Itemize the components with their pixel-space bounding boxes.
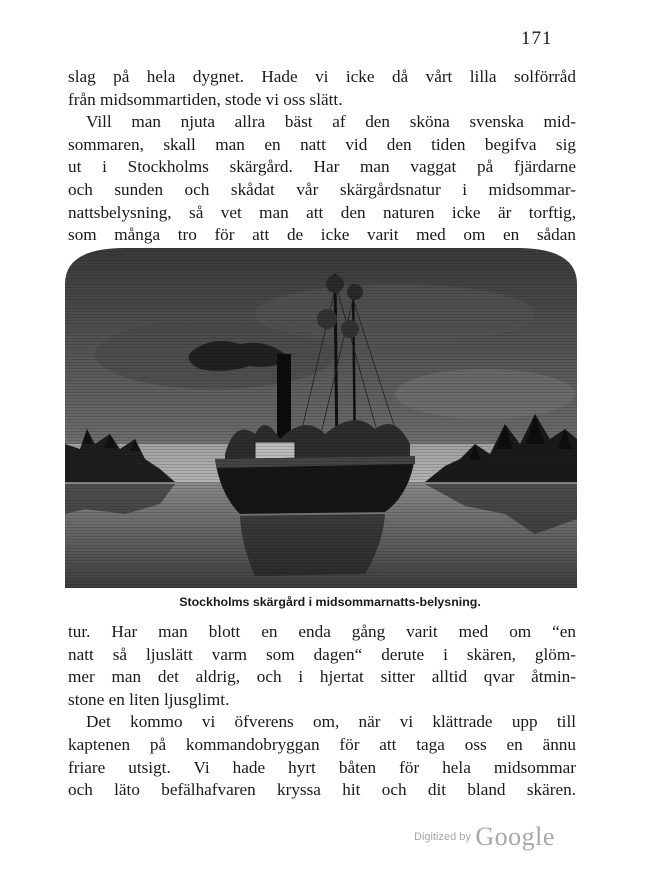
text-line: mer man det aldrig, och i hjertat sitter alltid qvar åtmin- — [68, 667, 576, 687]
text-line: som många tro för att de icke varit med om en sådan — [68, 225, 576, 245]
text-line: Det kommo vi öfverens om, när vi klättrade upp till — [86, 712, 576, 732]
figure-caption: Stockholms skärgård i midsommarnatts-belysning. — [179, 595, 481, 609]
text-line: och sunden och skådat vår skärgårdsnatur i midsommar- — [68, 179, 576, 199]
text-line: natt så ljuslätt varm som dagen“ derute i skären, glöm- — [68, 644, 576, 664]
text-line: nattsbelysning, så vet man att den naturen icke är torftig, — [68, 202, 576, 222]
text-line: och läto befälhafvaren kryssa hit och dit bland skären. — [68, 780, 576, 800]
engraving-illustration — [65, 244, 577, 588]
text-line: friare utsigt. Vi hade hyrt båten för hela midsommar — [68, 757, 576, 777]
top-paragraphs — [68, 66, 576, 247]
text-line: ut i Stockholms skärgård. Har man vaggat på fjärdarne — [68, 157, 576, 177]
page-number: 171 — [521, 28, 553, 49]
text-line: tur. Har man blott en enda gång varit med om “en — [68, 622, 576, 641]
text-line: Vill man njuta allra bäst af den sköna svenska mid- — [86, 112, 576, 132]
text-line: kaptenen på kommandobryggan för att taga oss en ännu — [68, 734, 576, 754]
watermark-prefix: Digitized by — [414, 831, 471, 843]
bottom-paragraphs — [68, 621, 576, 802]
digitization-watermark — [414, 822, 555, 852]
text-line: stone en liten ljusglimt. — [68, 689, 230, 709]
text-line: slag på hela dygnet. Hade vi icke då vårt lilla solförråd — [68, 67, 576, 86]
text-line: sommaren, skall man en natt vid den tiden begifva sig — [68, 134, 576, 154]
steamboat-engraving — [65, 244, 577, 588]
text-line: från midsommartiden, stode vi oss slätt. — [68, 89, 343, 109]
google-logo: Google — [475, 822, 555, 851]
